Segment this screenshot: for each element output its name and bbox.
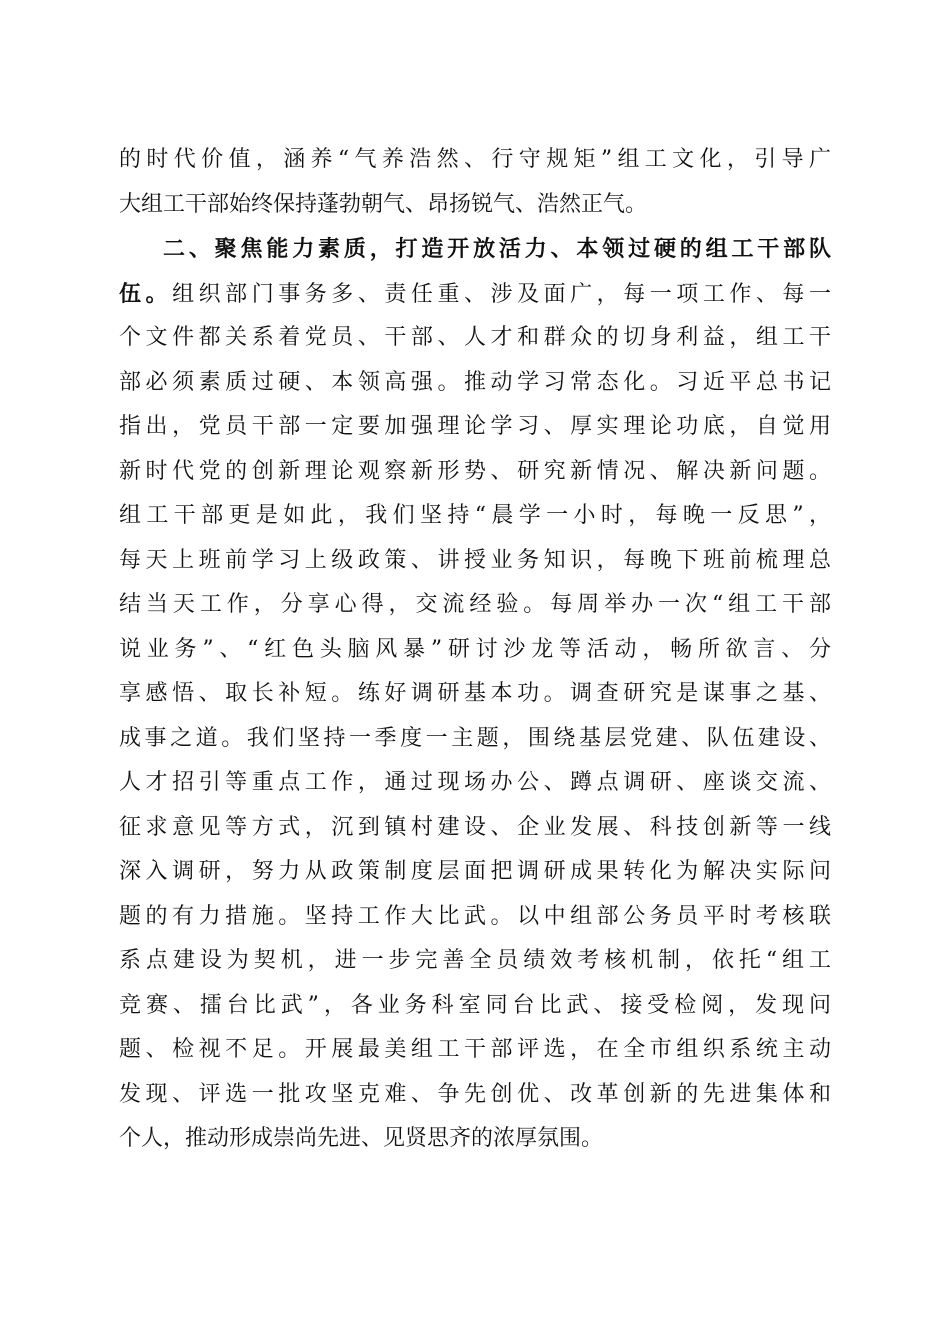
text-line: 题、检视不足。开展最美组工干部评选，在全市组织系统主动 [119, 1037, 831, 1062]
section-heading-end: 伍。 [119, 280, 173, 307]
text-line: 个文件都关系着党员、干部、人才和群众的切身利益，组工干 [119, 325, 831, 350]
text-line: 深入调研，努力从政策制度层面把调研成果转化为解决实际问 [119, 859, 831, 884]
text-line [119, 272, 831, 317]
text-line: 个人，推动形成崇尚先进、见贤思齐的浓厚氛围。 [119, 1126, 604, 1151]
text-line: 的时代价值，涵养“气养浩然、行守规矩”组工文化，引导广 [119, 147, 831, 172]
text-line: 结当天工作，分享心得，交流经验。每周举办一次“组工干部 [119, 592, 831, 617]
text-line: 新时代党的创新理论观察新形势、研究新情况、解决新问题。 [119, 458, 831, 484]
text-line: 大组工干部始终保持蓬勃朝气、昂扬锐气、浩然正气。 [119, 191, 648, 217]
text-line: 组工干部更是如此，我们坚持“晨学一小时，每晚一反思”， [119, 503, 831, 528]
text-line: 征求意见等方式，沉到镇村建设、企业发展、科技创新等一线 [119, 814, 831, 840]
text-line: 系点建设为契机，进一步完善全员绩效考核机制，依托“组工 [119, 948, 831, 973]
text-line: 说业务”、“红色头脑风暴”研讨沙龙等活动，畅所欲言、分 [119, 636, 831, 662]
text-line: 每天上班前学习上级政策、讲授业务知识，每晚下班前梳理总 [119, 547, 831, 573]
text-line: 题的有力措施。坚持工作大比武。以中组部公务员平时考核联 [119, 903, 831, 929]
text-line: 指出，党员干部一定要加强理论学习、厚实理论功底，自觉用 [119, 414, 831, 439]
text-line: 部必须素质过硬、本领高强。推动学习常态化。习近平总书记 [119, 369, 831, 395]
text-line: 享感悟、取长补短。练好调研基本功。调查研究是谋事之基、 [119, 681, 831, 706]
text-segment: 组织部门事务多、责任重、涉及面广，每一项工作、每一 [172, 281, 831, 307]
body-text [119, 138, 831, 1162]
text-line: 成事之道。我们坚持一季度一主题，围绕基层党建、队伍建设、 [119, 725, 831, 751]
text-line: 竞赛、擂台比武”，各业务科室同台比武、接受检阅，发现问 [119, 992, 831, 1018]
section-heading: 二、聚焦能力素质，打造开放活力、本领过硬的组工干部队 [163, 236, 831, 262]
text-line: 发现、评选一批攻坚克难、争先创优、改革创新的先进集体和 [119, 1081, 831, 1107]
text-line: 人才招引等重点工作，通过现场办公、蹲点调研、座谈交流、 [119, 770, 831, 795]
